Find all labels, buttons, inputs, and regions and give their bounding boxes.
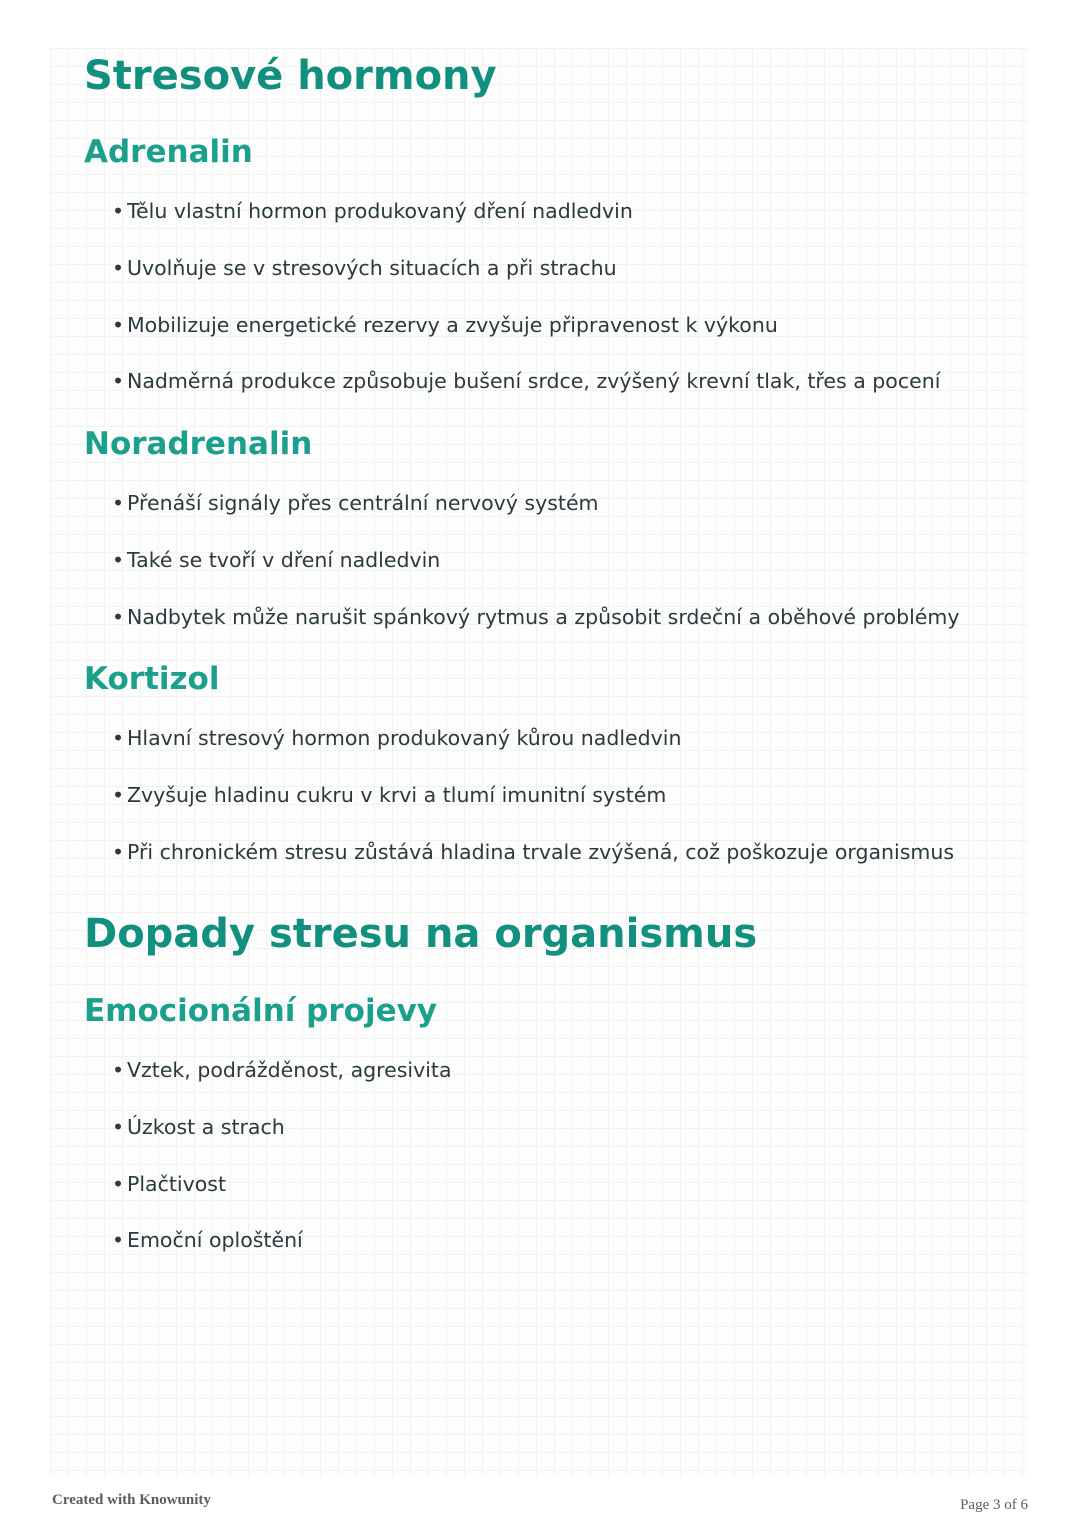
list-item: • Tělu vlastní hormon produkovaný dření nadledvin [112, 196, 940, 253]
list-item: • Mobilizuje energetické rezervy a zvyšuje připravenost k výkonu [112, 310, 940, 367]
subsection-title-emotional: Emocionální projevy [84, 993, 438, 1029]
footer-page-number: Page 3 of 6 [960, 1497, 1028, 1513]
bullet-icon: • [112, 839, 125, 864]
bullet-icon: • [112, 369, 125, 394]
bullet-icon: • [112, 547, 125, 572]
bullet-icon: • [112, 726, 125, 750]
adrenalin-list [112, 196, 940, 423]
subsection-title-noradrenalin: Noradrenalin [84, 426, 313, 462]
bullet-icon: • [112, 1058, 125, 1082]
kortizol-list [112, 723, 954, 893]
bullet-icon: • [112, 1114, 125, 1139]
list-item: • Nadměrná produkce způsobuje bušení srdce, zvýšený krevní tlak, třes a pocení [112, 366, 940, 423]
bullet-icon: • [112, 312, 125, 337]
list-item: • Zvyšuje hladinu cukru v krvi a tlumí imunitní systém [112, 780, 954, 837]
noradrenalin-list [112, 488, 960, 658]
subsection-title-kortizol: Kortizol [84, 661, 220, 697]
section-title-stress-impacts: Dopady stresu na organismus [84, 911, 758, 957]
list-item: • Při chronickém stresu zůstává hladina trvale zvýšená, což poškozuje organismus [112, 837, 954, 894]
emotional-list [112, 1055, 452, 1282]
list-item: • Také se tvoří v dření nadledvin [112, 545, 960, 602]
bullet-icon: • [112, 255, 125, 280]
list-item: • Plačtivost [112, 1169, 452, 1226]
section-title-stress-hormones: Stresové hormony [84, 53, 497, 99]
bullet-icon: • [112, 1228, 125, 1253]
list-item: • Emoční oploštění [112, 1225, 452, 1282]
bullet-icon: • [112, 491, 125, 515]
list-item: • Přenáší signály přes centrální nervový systém [112, 488, 960, 545]
list-item: • Vztek, podrážděnost, agresivita [112, 1055, 452, 1112]
list-item: • Hlavní stresový hormon produkovaný kůrou nadledvin [112, 723, 954, 780]
bullet-icon: • [112, 1171, 125, 1196]
bullet-icon: • [112, 199, 125, 223]
list-item: • Nadbytek může narušit spánkový rytmus a způsobit srdeční a oběhové problémy [112, 602, 960, 659]
list-item: • Uvolňuje se v stresových situacích a při strachu [112, 253, 940, 310]
footer-created-with: Created with Knowunity [52, 1492, 211, 1508]
subsection-title-adrenalin: Adrenalin [84, 134, 253, 170]
bullet-icon: • [112, 782, 125, 807]
list-item: • Úzkost a strach [112, 1112, 452, 1169]
bullet-icon: • [112, 604, 125, 629]
